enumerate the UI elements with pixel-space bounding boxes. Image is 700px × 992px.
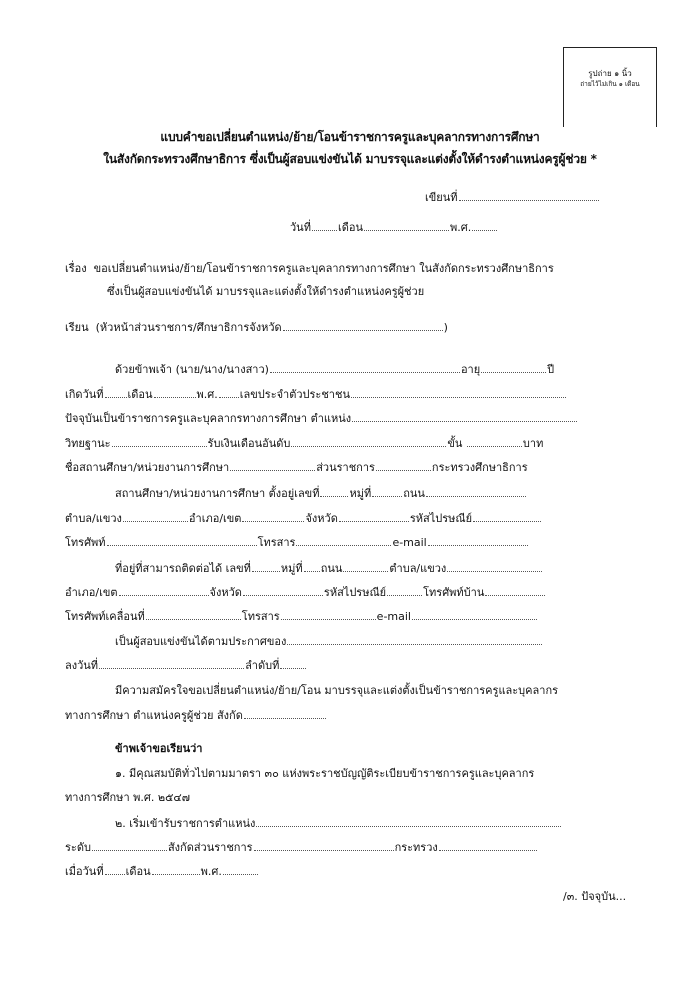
start-position-field[interactable] <box>256 816 561 827</box>
exam-date-row <box>65 658 307 673</box>
form-title-line2: ในสังกัดกระทรวงศึกษาธิการ ซึ่งเป็นผู้สอบแข่งขันได้ มาบรรจุและแต่งตั้งให้ดำรงตำแหน่งครูผู้ช่วย * <box>103 152 597 166</box>
moo-label: หมู่ที่ <box>349 487 372 500</box>
province-field[interactable] <box>283 320 443 331</box>
subject-text: ขอเปลี่ยนตำแหน่ง/ย้าย/โอนข้าราชการครูและบุคลากรทางการศึกษา ในสังกัดกระทรวงศึกษาธิการ <box>93 262 554 275</box>
position-row <box>65 411 578 426</box>
birth-month-field[interactable] <box>154 387 196 398</box>
written-at-field[interactable] <box>459 190 599 201</box>
name-row <box>115 362 554 377</box>
subject-row <box>65 262 554 276</box>
age-label: อายุ <box>460 363 481 376</box>
contact-district-field[interactable] <box>119 585 209 596</box>
ministry-label: กระทรวงศึกษาธิการ <box>431 461 528 474</box>
contact-province-field[interactable] <box>243 585 323 596</box>
intent-label: ทางการศึกษา ตำแหน่งครูผู้ช่วย สังกัด <box>65 709 243 722</box>
birth-row <box>65 387 567 402</box>
start-month-label: เดือน <box>125 865 151 878</box>
contact-email-label: e-mail <box>376 610 411 623</box>
step-field[interactable] <box>467 436 522 447</box>
written-at-label: เขียนที่ <box>425 191 458 204</box>
year-label: พ.ศ. <box>449 221 472 234</box>
date-row <box>290 220 498 235</box>
mobile-field[interactable] <box>146 609 241 620</box>
province-label: จังหวัด <box>305 512 338 525</box>
exam-row <box>115 634 543 649</box>
exam-announcement-field[interactable] <box>287 634 542 645</box>
email-label: e-mail <box>392 536 427 549</box>
contact-postcode-label: รหัสไปรษณีย์ <box>323 586 387 599</box>
subdistrict-label: ตำบล/แขวง <box>65 512 122 525</box>
declaration-item1-line2: ทางการศึกษา พ.ศ. ๒๕๔๗ <box>65 791 191 804</box>
to-close: ) <box>443 321 448 334</box>
contact-fax-label: โทรสาร <box>241 610 280 623</box>
home-phone-label: โทรศัพท์บ้าน <box>423 586 485 599</box>
date-field[interactable] <box>312 220 337 231</box>
contact-moo-label: หมู่ที่ <box>280 562 303 575</box>
moo-field[interactable] <box>372 486 402 497</box>
birth-month-label: เดือน <box>127 388 153 401</box>
contact-subdistrict-field[interactable] <box>447 561 542 572</box>
start-year-field[interactable] <box>223 864 258 875</box>
subdistrict-field[interactable] <box>123 511 188 522</box>
declaration-heading: ข้าพเจ้าขอเรียนว่า <box>115 742 203 755</box>
district-field[interactable] <box>242 511 304 522</box>
school-name-label: ชื่อสถานศึกษา/หน่วยงานการศึกษา <box>65 461 230 474</box>
to-row <box>65 320 448 335</box>
id-number-field[interactable] <box>351 387 566 398</box>
photo-box-label: รูปถ่าย ๑ นิ้ว <box>588 69 632 78</box>
school-row <box>65 460 528 475</box>
agency-field[interactable] <box>376 460 431 471</box>
intent-row-1: มีความสมัครใจขอเปลี่ยนตำแหน่ง/ย้าย/โอน มาบรรจุและแต่งตั้งเป็นข้าราชการครูและบุคลากร <box>115 684 559 697</box>
fax-label: โทรสาร <box>257 536 296 549</box>
form-title-line1: แบบคำขอเปลี่ยนตำแหน่ง/ย้าย/โอนข้าราชการครูและบุคลากรทางการศึกษา <box>160 130 540 144</box>
contact-address-row <box>115 561 543 576</box>
salary-level-field[interactable] <box>291 436 446 447</box>
road-label: ถนน <box>403 487 425 500</box>
name-label: ด้วยข้าพเจ้า (นาย/นาง/นางสาว) <box>115 363 269 376</box>
contact-subdistrict-label: ตำบล/แขวง <box>389 562 447 575</box>
home-phone-field[interactable] <box>485 585 545 596</box>
position-field[interactable] <box>352 411 577 422</box>
declaration-date-row <box>65 864 259 879</box>
exam-rank-label: ลำดับที่ <box>245 659 280 672</box>
intent-row-2 <box>65 708 327 723</box>
age-field[interactable] <box>481 362 546 373</box>
start-agency-field[interactable] <box>254 840 394 851</box>
contact-location-row <box>65 585 546 600</box>
level-field[interactable] <box>92 840 167 851</box>
intent-affiliation-field[interactable] <box>244 708 326 719</box>
level-label: ระดับ <box>65 841 91 854</box>
school-address-label: สถานศึกษา/หน่วยงานการศึกษา ตั้งอยู่เลขที่ <box>115 487 320 500</box>
baht-label: บาท <box>522 437 544 450</box>
academic-rank-label: วิทยฐานะ <box>65 437 111 450</box>
mobile-label: โทรศัพท์เคลื่อนที่ <box>65 610 145 623</box>
year-field[interactable] <box>472 220 497 231</box>
school-address-row <box>115 486 527 501</box>
step-label: ขั้น <box>447 437 463 450</box>
salary-level-label: รับเงินเดือนอันดับ <box>207 437 291 450</box>
agency-label: ส่วนราชการ <box>316 461 375 474</box>
province-field-school[interactable] <box>339 511 409 522</box>
start-date-label: เมื่อวันที่ <box>65 865 104 878</box>
start-month-field[interactable] <box>152 864 200 875</box>
declaration-item2-row <box>115 816 562 831</box>
contact-postcode-field[interactable] <box>387 585 422 596</box>
start-ministry-label: กระทรวง <box>394 841 438 854</box>
name-field[interactable] <box>270 362 460 373</box>
to-text: (หัวหน้าส่วนราชการ/ศึกษาธิการจังหวัด <box>95 321 282 334</box>
exam-rank-field[interactable] <box>280 658 306 669</box>
contact-email-field[interactable] <box>412 609 537 620</box>
to-label: เรียน <box>65 321 89 334</box>
dated-label: ลงวันที่ <box>65 659 99 672</box>
start-agency-label: สังกัดส่วนราชการ <box>167 841 253 854</box>
date-label: วันที่ <box>290 221 311 234</box>
continued-note: /๓. ปัจจุบัน... <box>563 890 627 903</box>
school-location-row <box>65 511 542 526</box>
photo-box <box>563 47 657 127</box>
birth-year-field[interactable] <box>219 387 239 398</box>
district-label: อำเภอ/เขต <box>188 512 242 525</box>
exam-announcement-label: เป็นผู้สอบแข่งขันได้ตามประกาศของ <box>115 635 287 648</box>
years-label: ปี <box>547 363 555 376</box>
academic-rank-field[interactable] <box>112 436 207 447</box>
birth-day-label: เกิดวันที่ <box>65 388 104 401</box>
email-field[interactable] <box>428 535 528 546</box>
contact-moo-field[interactable] <box>304 561 320 572</box>
photo-box-note: ถ่ายไว้ไม่เกิน ๑ เดือน <box>580 80 640 88</box>
month-label: เดือน <box>337 221 363 234</box>
road-field[interactable] <box>426 486 526 497</box>
dated-field[interactable] <box>99 658 244 669</box>
contact-province-label: จังหวัด <box>209 586 242 599</box>
contact-phone-row <box>65 609 538 624</box>
start-day-field[interactable] <box>105 864 125 875</box>
start-year-label: พ.ศ. <box>200 865 222 878</box>
birth-year-label: พ.ศ. <box>196 388 218 401</box>
contact-road-label: ถนน <box>320 562 343 575</box>
school-house-no-field[interactable] <box>320 486 348 497</box>
declaration-level-row <box>65 840 538 855</box>
declaration-item1-line1: ๑. มีคุณสมบัติทั่วไปตามมาตรา ๓๐ แห่งพระราชบัญญัติระเบียบข้าราชการครูและบุคลากร <box>115 767 535 780</box>
contact-address-label: ที่อยู่ที่สามารถติดต่อได้ เลขที่ <box>115 562 251 575</box>
birth-day-field[interactable] <box>105 387 127 398</box>
phone-label: โทรศัพท์ <box>65 536 106 549</box>
start-ministry-field[interactable] <box>439 840 537 851</box>
month-field[interactable] <box>364 220 449 231</box>
subject-label: เรื่อง <box>65 262 87 275</box>
school-contact-row <box>65 535 529 550</box>
start-position-label: ๒. เริ่มเข้ารับราชการตำแหน่ง <box>115 817 256 830</box>
school-name-field[interactable] <box>230 460 315 471</box>
postcode-label: รหัสไปรษณีย์ <box>409 512 473 525</box>
rank-salary-row <box>65 436 543 451</box>
position-label: ปัจจุบันเป็นข้าราชการครูและบุคลากรทางการศึกษา ตำแหน่ง <box>65 412 352 425</box>
contact-district-label: อำเภอ/เขต <box>65 586 118 599</box>
fax-field[interactable] <box>296 535 391 546</box>
written-at-row <box>425 190 600 205</box>
contact-road-field[interactable] <box>343 561 388 572</box>
phone-field[interactable] <box>107 535 257 546</box>
subject-row-2: ซึ่งเป็นผู้สอบแข่งขันได้ มาบรรจุและแต่งตั้งให้ดำรงตำแหน่งครูผู้ช่วย <box>107 285 425 298</box>
id-number-label: เลขประจำตัวประชาชน <box>239 388 350 401</box>
contact-fax-field[interactable] <box>281 609 376 620</box>
postcode-field[interactable] <box>473 511 541 522</box>
contact-house-no-field[interactable] <box>252 561 280 572</box>
